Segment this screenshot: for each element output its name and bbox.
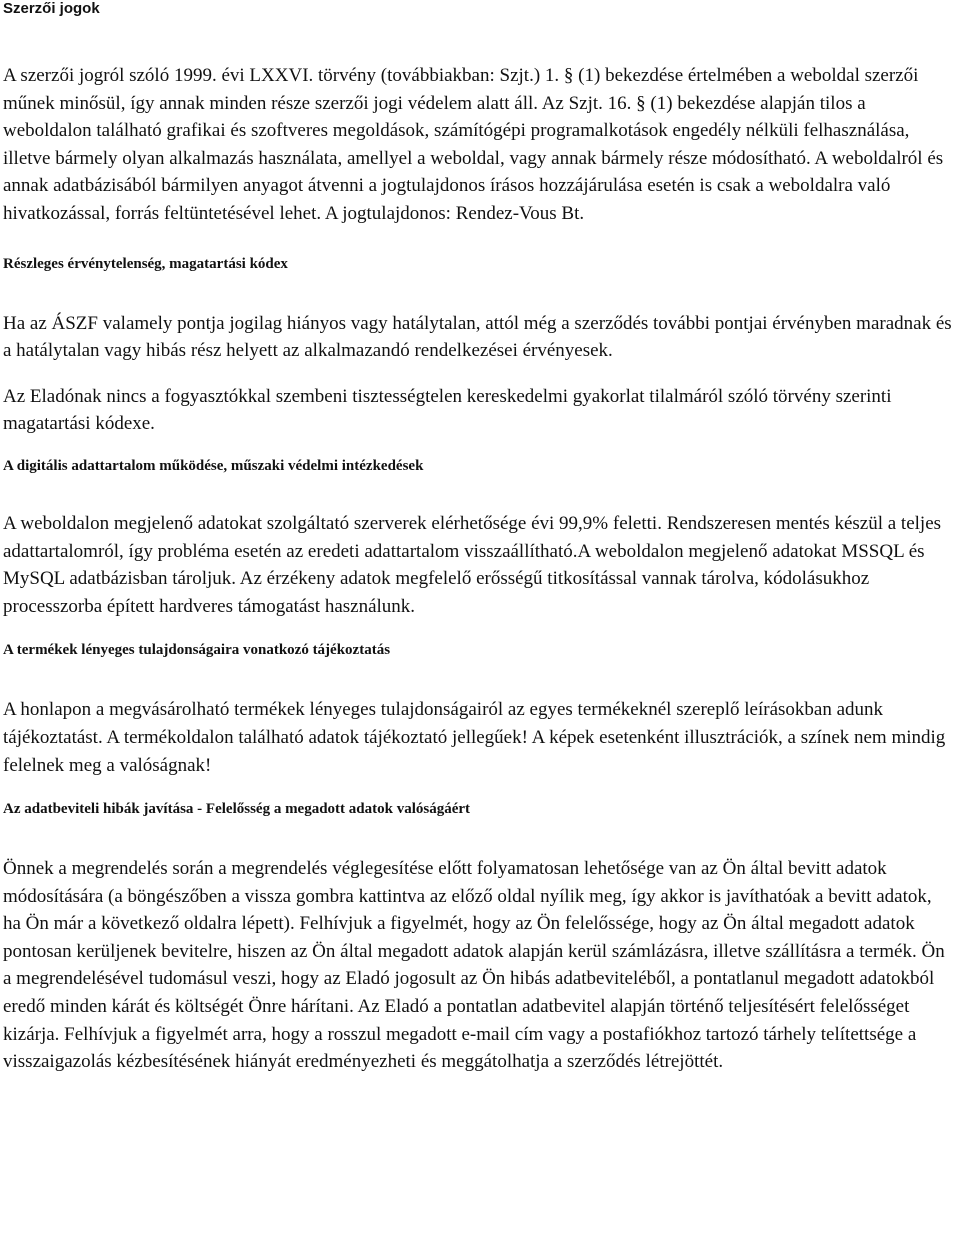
section-heading-digital-content: A digitális adattartalom működése, műszaki védelmi intézkedések (3, 457, 424, 474)
section-heading-product-properties: A termékek lényeges tulajdonságaira vonatkozó tájékoztatás (3, 642, 391, 659)
input-errors-paragraph: Önnek a megrendelés során a megrendelés véglegesítése előtt folyamatosan lehetősége van az Ön által bevitt adatok módosítására (a böngészőben a vissza gombra kattintva az előző oldal nyílik meg, így akkor is javíthatóak a bevitt adatok, ha Ön már a következő oldalra lépett). Felhívjuk a figyelmét, hogy az Ön felelőssége, hogy az Ön által megadott adatok pontosan kerüljenek bevitelre, hiszen az Ön által megadott adatok alapján kerül számlázásra, illetve szállításra a termék. Ön a megrendelésével tudomásul veszi, hogy az Eladó jogosult az Ön hibás adatbeviteléből, a pontatlanul megadott adatokból eredő minden kárát és költségét Önre hárítani. Az Eladó a pontatlan adatbevitel alapján történő teljesítésért felelősséget kizárja. Felhívjuk a figyelmét arra, hogy a rosszul megadott e-mail cím vagy a postafiókhoz tartozó tárhely telítettsége a visszaigazolás kézbesítésének hiányát eredményezheti és meggátolhatja a szerződés létrejöttét. (3, 858, 945, 1073)
copyright-paragraph: A szerzői jogról szóló 1999. évi LXXVI. törvény (továbbiakban: Szjt.) 1. § (1) bekezdése értelmében a weboldal szerzői műnek minősül, így annak minden része szerzői jogi védelem alatt áll. Az Szjt. 16. § (1) bekezdése alapján tilos a weboldalon található grafikai és szoftveres megoldások, számítógépi programalkotások engedély nélküli felhasználása, illetve bármely olyan alkalmazás használata, amellyel a weboldal, vagy annak bármely része módosítható. A weboldalról és annak adatbázisából bármilyen anyagot átvenni a jogtulajdonos írásos hozzájárulása esetén is csak a weboldalra való hivatkozással, forrás feltüntetésével lehet. A jogtulajdonos: Rendez-Vous Bt. (3, 65, 944, 224)
code-of-conduct-paragraph: Az Eladónak nincs a fogyasztókkal szembeni tisztességtelen kereskedelmi gyakorlat tilalmáról szóló törvény szerinti magatartási kódexe. (3, 385, 892, 435)
partial-invalidity-paragraph: Ha az ÁSZF valamely pontja jogilag hiányos vagy hatálytalan, attól még a szerződés további pontjai érvényben maradnak és a hatálytalan vagy hibás rész helyett az alkalmazandó rendelkezései érvényesek. (3, 312, 952, 362)
page-title: Szerzői jogok (3, 0, 100, 17)
digital-content-paragraph: A weboldalon megjelenő adatokat szolgáltató szerverek elérhetősége évi 99,9% feletti. Rendszeresen mentés készül a teljes adattartalomról, így probléma esetén az eredeti adattartalom visszaállítható.A weboldalon megjelenő adatokat MSSQL és MySQL adatbázisban tároljuk. Az érzékeny adatok megfelelő erősségű titkosítással vannak tárolva, kódolásukhoz processzorba épített hardveres támogatást használunk. (3, 512, 942, 617)
section-heading-input-errors: Az adatbeviteli hibák javítása - Felelősség a megadott adatok valóságáért (3, 801, 471, 818)
product-properties-paragraph: A honlapon a megvásárolható termékek lényeges tulajdonságairól az egyes termékeknél szereplő leírásokban adunk tájékoztatást. A termékoldalon található adatok tájékoztató jellegűek! A képek esetenként illusztrációk, a színek nem mindig felelnek meg a valóságnak! (3, 699, 946, 776)
section-heading-partial-invalidity: Részleges érvénytelenség, magatartási kódex (3, 255, 288, 272)
